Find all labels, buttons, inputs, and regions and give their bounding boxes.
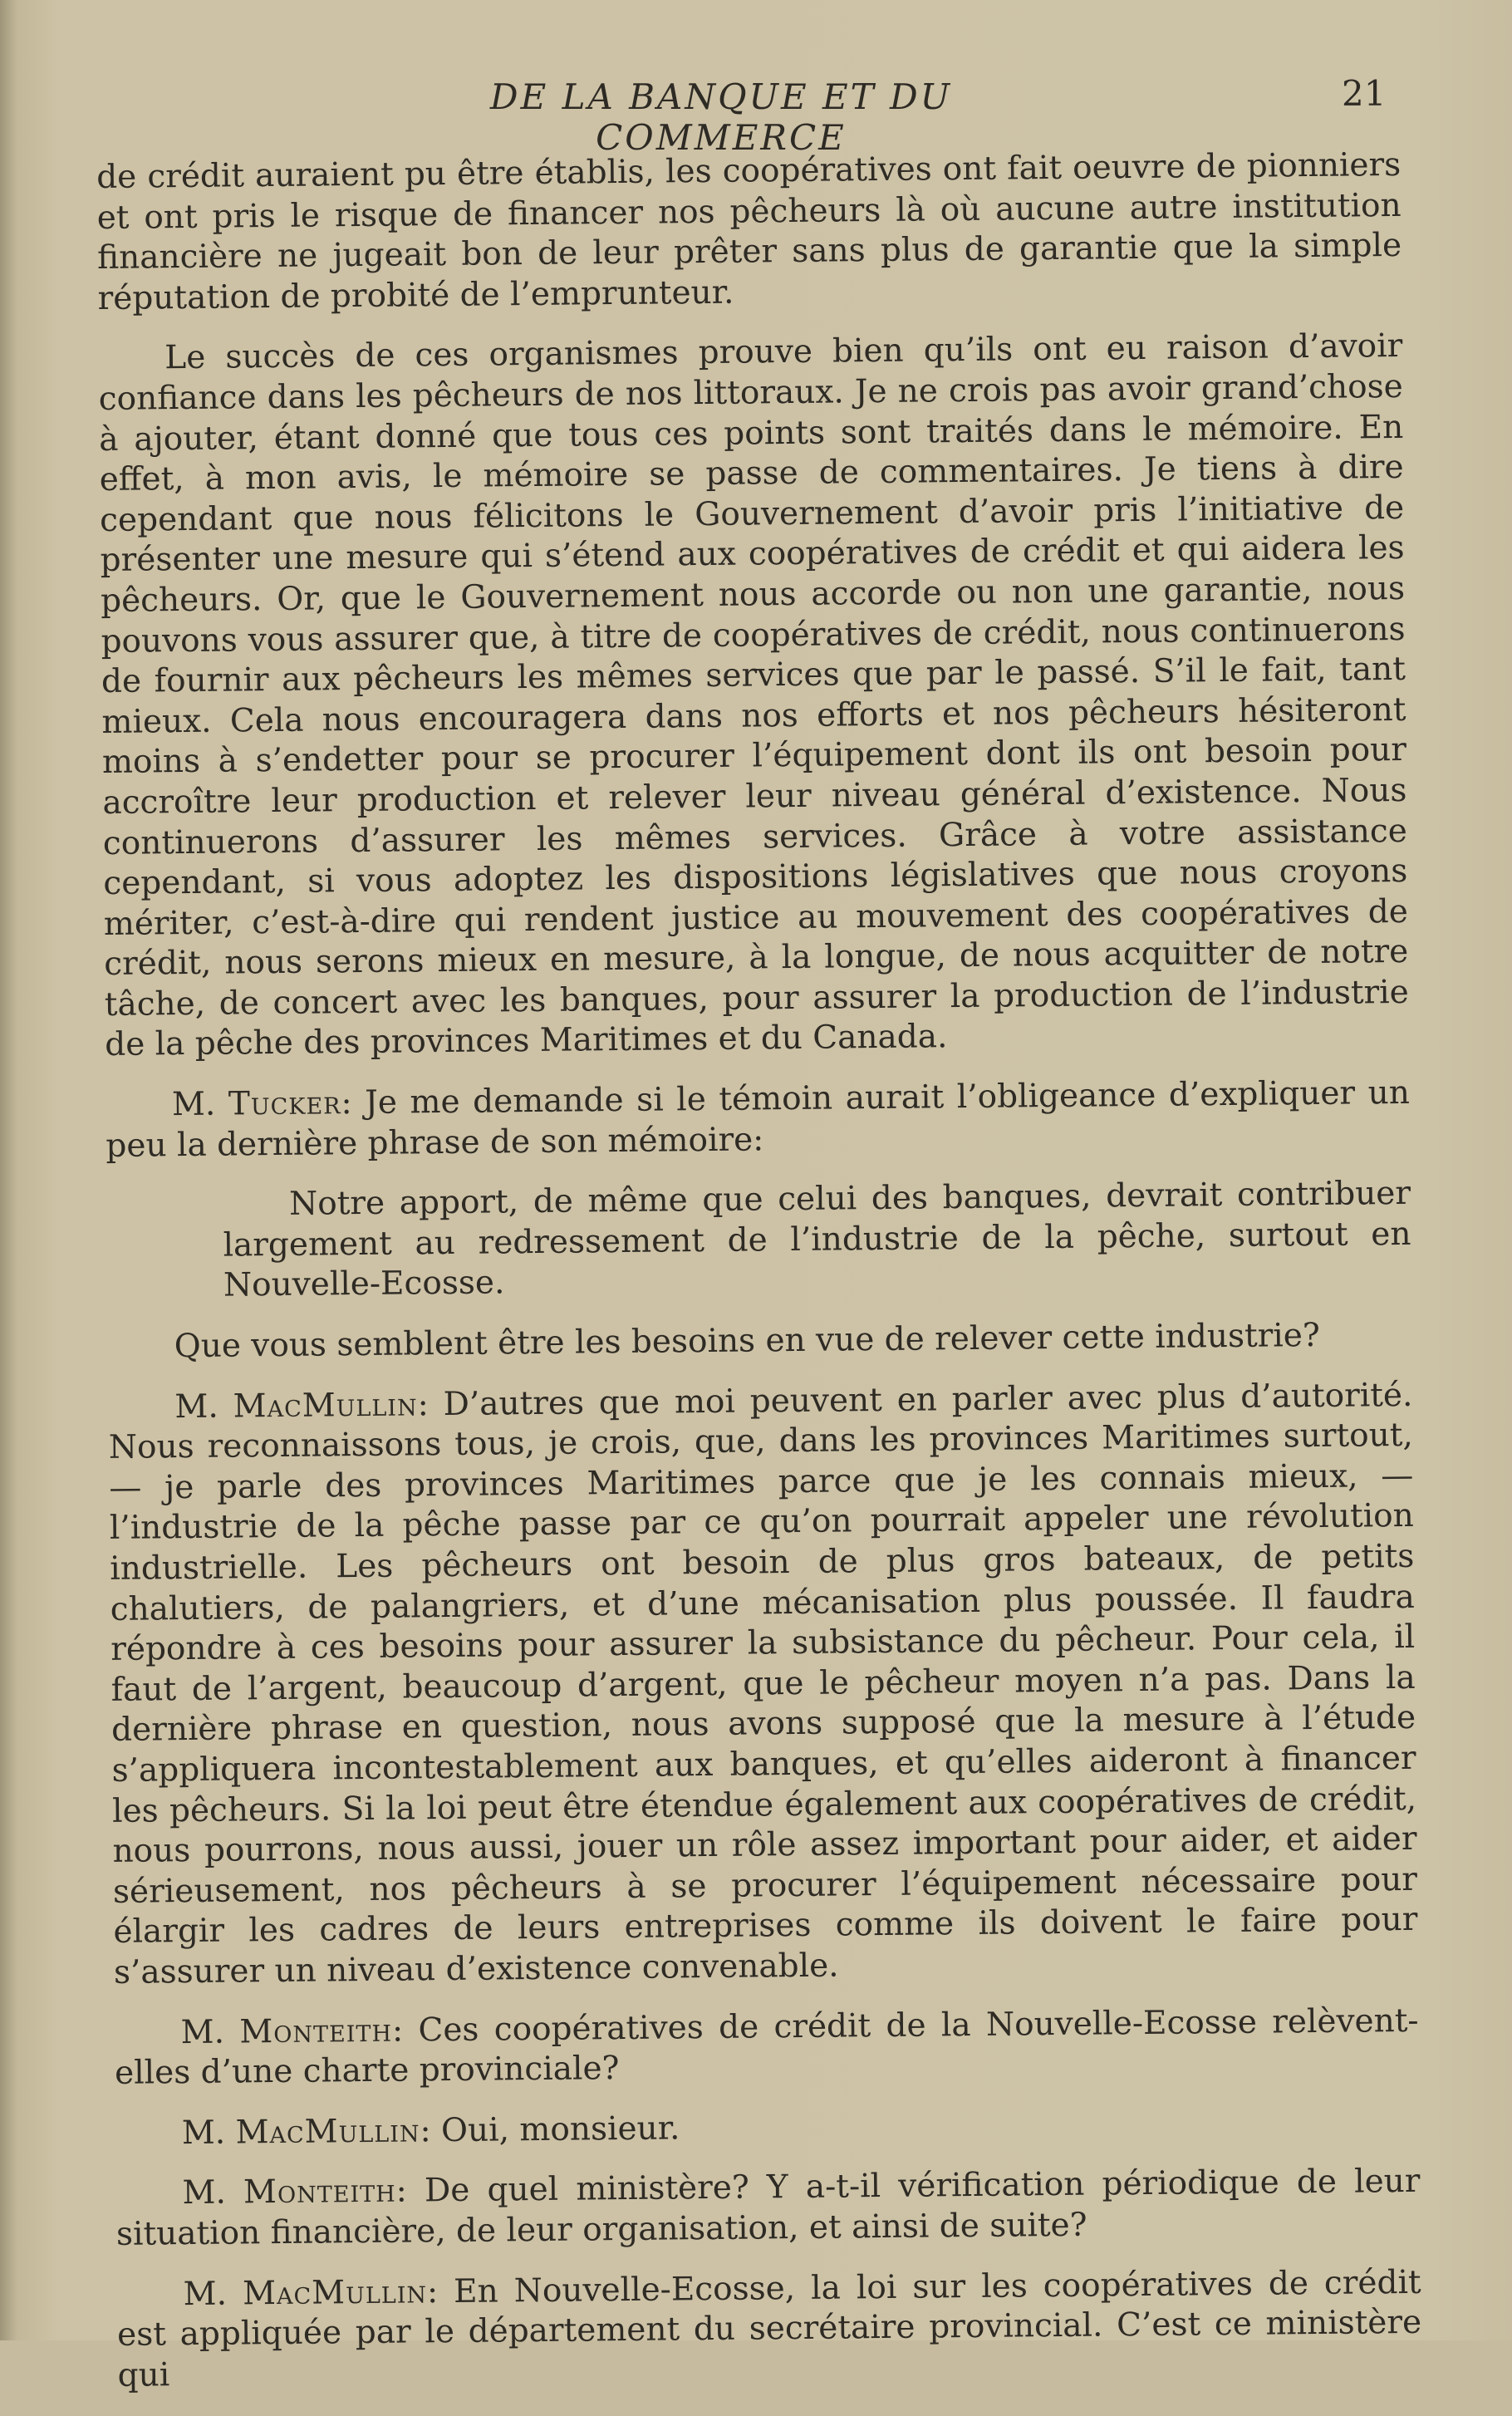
page-number: 21 (1342, 73, 1387, 114)
speech-text: : Je me demande si le témoin aurait l’obligeance d’expliquer un peu la dernière phrase de son mémoire: (106, 1073, 1411, 1165)
running-header: DE LA BANQUE ET DU COMMERCE (489, 76, 953, 158)
speaker-prefix: M. (183, 2275, 228, 2313)
speech-text: : Ces coopératives de crédit de la Nouvelle-Ecosse relèvent-elles d’une charte provinciale? (114, 2001, 1419, 2093)
speaker-name: MacMullin (235, 2112, 420, 2152)
speaker-name: Monteith (239, 2011, 393, 2050)
speaker-name: Monteith (243, 2172, 396, 2212)
paragraph: Le succès de ces organismes prouve bien qu’ils ont eu raison d’avoir confiance dans les pêcheurs de nos littoraux. Je ne crois pas avoir grand’chose à ajouter, étant donné que tous ces points sont traités dans le mémoire. En effet, à mon avis, le mémoire se passe de commentaires. Je tiens à dire cependant que nous félicitons le Gouvernement d’avoir pris l’initiative de présenter une mesure qui s’étend aux coopératives de crédit et qui aidera les pêcheurs. Or, que le Gouvernement nous accorde ou non une garantie, nous pouvons vous assurer que, à titre de coopératives de crédit, nous continuerons de fournir aux pêcheurs les mêmes services que par le passé. S’il le fait, tant mieux. Cela nous encouragera dans nos efforts et nos pêcheurs hésiteront moins à s’endetter pour se procurer l’équipement dont ils ont besoin pour accroître leur production et relever leur niveau général d’existence. Nous continuerons d’assurer les mêmes services. Grâce à votre assistance cependant, si vous adoptez les dispositions législatives que nous croyons mériter, c’est-à-dire qui rendent justice au mouvement des coopératives de crédit, nous serons mieux en mesure, à la longue, de nous acquitter de notre tâche, de concert avec les banques, pour assurer la production de l’industrie de la pêche des provinces Maritimes et du Canada. (98, 327, 1409, 1064)
page-body (96, 145, 1422, 2416)
speaker-name: MacMullin (242, 2272, 428, 2312)
speaker-prefix: M. (181, 2114, 226, 2152)
speech-macmullin (108, 1375, 1418, 1993)
speech-tucker (106, 1073, 1411, 1166)
speaker-name: Tucker (228, 1084, 341, 1123)
speaker-prefix: M. (171, 1085, 216, 1124)
speech-text: : D’autres que moi peuvent en parler avec plus d’autorité. Nous reconnaissons tous, je crois, que, dans les provinces Maritimes surtout, — je parle des provinces Maritimes parce que je les connais mieux, — l’industrie de la pêche passe par ce qu’on pourrait appeler une révolution industrielle. Les pêcheurs ont besoin de plus gros bateaux, de petits chalutiers, de palangriers, et d’une mécanisation plus poussée. Il faudra répondre à ces besoins pour assurer la subsistance du pêcheur. Pour cela, il faut de l’argent, beaucoup d’argent, que le pêcheur moyen n’a pas. Dans la dernière phrase en question, nous avons supposé que la mesure à l’étude s’appliquera incontestablement aux banques, et qu’elles aideront à financer les pêcheurs. Si la loi peut être étendue également aux coopératives de crédit, nous pourrons, nous aussi, jouer un rôle assez important pour aider, et aider sérieusement, nos pêcheurs à se procurer l’équipement nécessaire pour élargir les cadres de leurs entreprises comme ils doivent le faire pour s’assurer un niveau d’existence convenable. (108, 1376, 1418, 1991)
speech-text: : Oui, monsieur. (420, 2109, 680, 2150)
paragraph-continuation: de crédit auraient pu être établis, les coopératives ont fait oeuvre de pionniers et ont pris le risque de financer nos pêcheurs là où aucune autre institution financière ne jugeait bon de leur prêter sans plus de garantie que la simple réputation de probité de l’emprunteur. (96, 145, 1402, 317)
speaker-prefix: M. (182, 2173, 227, 2212)
speech-monteith (114, 2001, 1419, 2094)
speaker-prefix: M. (174, 1387, 218, 1426)
speech-macmullin (115, 2102, 1420, 2155)
paragraph-question: Que vous semblent être les besoins en vue de relever cette industrie? (174, 1316, 1320, 1366)
speech-text: : En Nouvelle-Ecosse, la loi sur les coopératives de crédit est appliquée par le département du secrétaire provincial. C’est ce ministère qui (116, 2263, 1422, 2394)
speech-text: : De quel ministère? Y a-t-il vérification périodique de leur situation financière, de leur organisation, et ainsi de suite? (115, 2163, 1421, 2253)
speech-macmullin (116, 2262, 1421, 2396)
speech-monteith (115, 2162, 1421, 2255)
block-quote: Notre apport, de même que celui des banques, devrait contribuer largement au redressement de l’industrie de la pêche, surtout en Nouvelle-Ecosse. (223, 1175, 1411, 1305)
speaker-name: MacMullin (233, 1385, 418, 1426)
speaker-prefix: M. (180, 2013, 225, 2051)
